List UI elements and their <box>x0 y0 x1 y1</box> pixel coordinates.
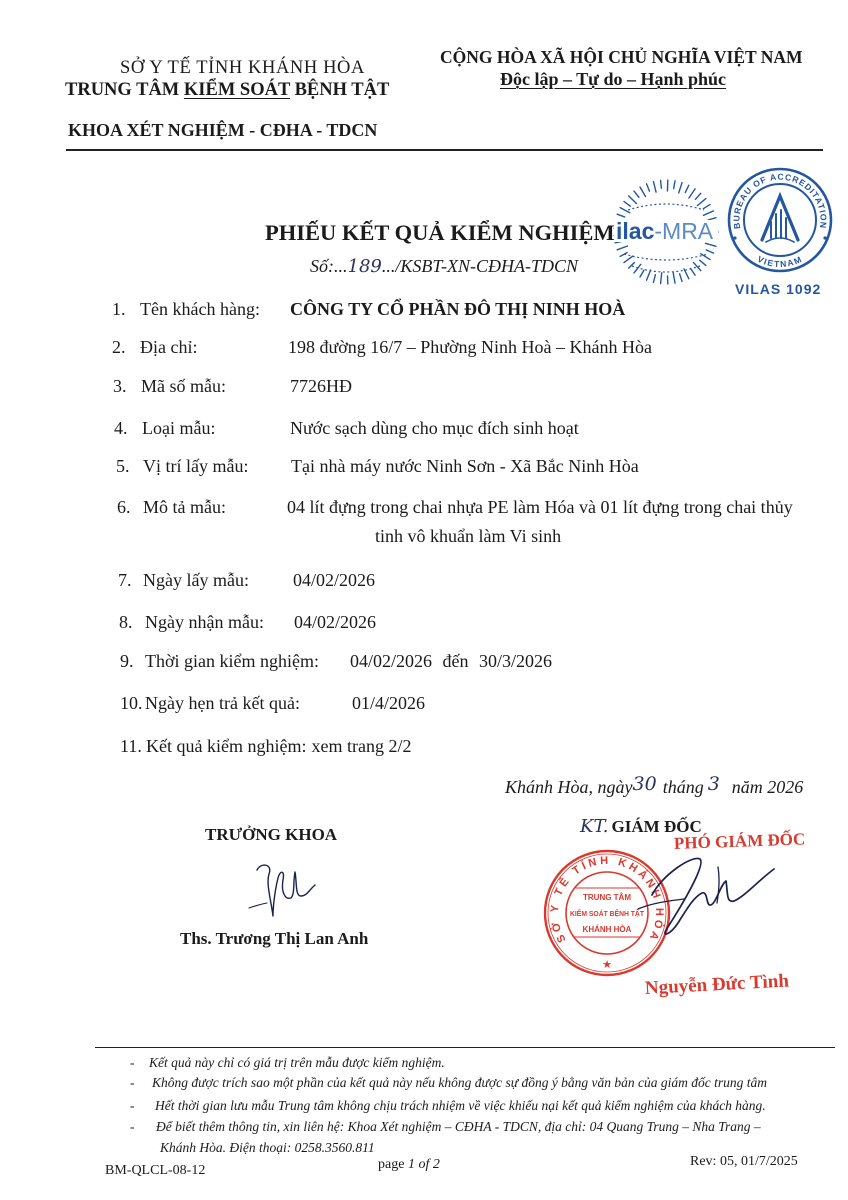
vilas-code: VILAS 1092 <box>735 281 822 297</box>
field-number: 4. <box>114 418 128 438</box>
ilac-globe-dash <box>703 211 713 215</box>
field-row-result-due-date <box>0 692 848 714</box>
footer-note: Kết quả này chỉ có giá trị trên mẫu được kiểm nghiệm. <box>149 1055 445 1070</box>
national-motto: Độc lập – Tự do – Hạnh phúc <box>500 69 727 89</box>
ilac-globe-dash <box>629 263 635 269</box>
document-number-suffix: .../KSBT-XN-CĐHA-TDCN <box>381 256 579 276</box>
ilac-wordmark <box>616 218 714 244</box>
field-number: 9. <box>120 651 134 671</box>
director-title-prefix: KT. <box>580 816 609 837</box>
bureau-of-accreditation-logo <box>724 164 836 276</box>
document-title: PHIẾU KẾT QUẢ KIỂM NGHIỆM <box>265 220 615 245</box>
field-value: xem trang 2/2 <box>311 736 412 756</box>
center-name-part: BỆNH TẬT <box>289 80 390 100</box>
director-title-text: GIÁM ĐỐC <box>611 817 702 836</box>
seal-line-2: KIỂM SOÁT BỆNH TẬT <box>570 909 645 918</box>
center-name-underlined: KIỂM SOÁT <box>183 80 290 100</box>
ilac-globe-dash <box>620 253 627 257</box>
field-value: 198 đường 16/7 – Phường Ninh Hoà – Khánh Hòa <box>288 337 653 357</box>
boa-separator-dot <box>823 236 826 239</box>
field-label: Thời gian kiểm nghiệm: <box>145 651 319 671</box>
ilac-globe-dash <box>617 214 625 217</box>
footer-bullet: - <box>130 1075 135 1090</box>
head-of-department-name: Ths. Trương Thị Lan Anh <box>180 929 369 948</box>
header-divider <box>66 149 823 151</box>
boa-bottom-textpath: VIETNAM <box>755 253 805 270</box>
field-label: Mô tả mẫu: <box>143 497 226 517</box>
department-name: KHOA XÉT NGHIỆM - CĐHA - TDCN <box>68 120 378 140</box>
ilac-globe-dash <box>679 183 682 193</box>
ilac-globe-dash <box>673 272 675 283</box>
ilac-globe-dash <box>674 181 675 189</box>
footer-note-continuation: Khánh Hòa. Điện thoại: 0258.3560.811 <box>160 1140 375 1155</box>
field-label: Mã số mẫu: <box>141 376 226 396</box>
boa-separator-dot <box>733 236 736 239</box>
issue-day-handwritten: 30 <box>632 773 657 795</box>
ilac-globe-dash <box>685 185 689 192</box>
footer-note: Để biết thêm thông tin, xin liên hệ: Khoa Xét nghiệm – CĐHA - TDCN, địa chỉ: 04 Quang Trung – Nha Trang – <box>156 1119 761 1134</box>
issue-year: năm 2026 <box>731 777 804 797</box>
field-value: Tại nhà máy nước Ninh Sơn - Xã Bắc Ninh Hòa <box>291 456 639 476</box>
ilac-globe-dash <box>640 187 646 197</box>
seal-ring-textpath: SỞ Y TẾ TỈNH KHÁNH HÒA <box>548 854 666 945</box>
field-row-sampling-location <box>0 455 848 477</box>
ilac-globe-dash <box>653 182 656 193</box>
center-name <box>65 80 389 101</box>
ilac-globe-dash <box>691 268 695 275</box>
ilac-globe-dash <box>653 275 655 283</box>
ilac-latitude-line <box>632 266 700 272</box>
field-value: 04/02/2026 <box>293 570 376 590</box>
ilac-globe-dash <box>647 270 651 280</box>
ilac-globe-dash <box>647 184 650 191</box>
ilac-wordmark-bold: ilac <box>616 218 655 244</box>
ilac-latitude-line <box>628 204 704 210</box>
field-label: Ngày lấy mẫu: <box>143 570 249 590</box>
head-of-department-title: TRƯỞNG KHOA <box>205 825 338 844</box>
field-row-customer <box>0 298 848 320</box>
ilac-globe-dash <box>629 196 637 204</box>
seal-line-3: KHÁNH HÒA <box>582 925 632 934</box>
deputy-director-name: Nguyễn Đức Tình <box>644 970 790 999</box>
ilac-globe-dash <box>697 199 705 206</box>
page-word: page <box>378 1157 405 1172</box>
field-label: Tên khách hàng: <box>140 299 260 319</box>
field-number: 8. <box>119 612 133 632</box>
head-of-department-signature <box>245 856 317 926</box>
field-number: 6. <box>117 497 131 517</box>
footer-note: Không được trích sao một phần của kết quả này nếu không được sự đồng ý bằng văn bản của giám đốc trung tâm <box>152 1075 768 1090</box>
issue-month-label: tháng <box>662 777 704 797</box>
ilac-wordmark-rest: -MRA <box>654 218 714 244</box>
field-value: CÔNG TY CỔ PHẦN ĐÔ THỊ NINH HOÀ <box>290 299 626 319</box>
field-row-sample-type <box>0 417 848 439</box>
field-label: Kết quả kiểm nghiệm: <box>146 736 307 756</box>
footer-divider <box>95 1047 835 1048</box>
field-value: 7726HĐ <box>290 376 352 396</box>
field-number: 11. <box>120 736 142 756</box>
page-indicator <box>378 1157 440 1173</box>
ilac-globe-dash <box>634 264 641 273</box>
ilac-globe-dash <box>706 250 713 253</box>
ilac-globe-dash <box>700 260 706 265</box>
center-name-part: TRUNG TÂM <box>65 80 184 100</box>
issue-date-line <box>505 773 804 798</box>
field-value: Nước sạch dùng cho mục đích sinh hoạt <box>290 418 579 438</box>
field-value-continuation: tinh vô khuẩn làm Vi sinh <box>375 526 562 546</box>
field-number: 2. <box>112 337 126 357</box>
footer-note: Hết thời gian lưu mẫu Trung tâm không chịu trách nhiệm về việc khiếu nại kết quả kiểm nghiệm của khách hàng. <box>155 1098 766 1113</box>
field-value: 04 lít đựng trong chai nhựa PE làm Hóa và 01 lít đựng trong chai thủy <box>287 497 793 517</box>
ilac-globe-dash <box>624 201 630 206</box>
ilac-mra-logo <box>610 176 722 288</box>
footer-bullet: - <box>130 1055 135 1070</box>
ilac-globe-dash <box>680 274 682 282</box>
ilac-globe-dash <box>640 270 644 277</box>
ilac-globe-dash <box>634 191 639 197</box>
ilac-globe-dash <box>624 256 633 262</box>
document-number <box>310 256 578 277</box>
field-value: 01/4/2026 <box>352 693 426 713</box>
field-label: Vị trí lấy mẫu: <box>143 456 249 476</box>
deputy-director-signature <box>622 845 787 945</box>
field-row-sample-code <box>0 375 848 397</box>
field-label-and-value <box>146 735 411 757</box>
ilac-globe-dash <box>689 189 695 198</box>
field-number: 1. <box>112 299 126 319</box>
field-label: Địa chỉ: <box>140 337 198 357</box>
form-code: BM-QLCL-08-12 <box>105 1163 206 1178</box>
field-label: Ngày hẹn trả kết quả: <box>145 693 300 713</box>
field-row-sampling-date <box>0 569 848 591</box>
field-number: 3. <box>113 376 127 396</box>
ilac-globe-dash <box>661 273 662 284</box>
seal-star-icon: ★ <box>602 958 612 971</box>
field-row-testing-period <box>0 650 848 672</box>
field-row-sample-description-cont <box>0 525 848 547</box>
field-row-sample-description <box>0 496 848 518</box>
seal-line-1: TRUNG TÂM <box>583 893 631 902</box>
ministry-name: SỞ Y TẾ TỈNH KHÁNH HÒA <box>120 58 365 78</box>
footer-bullet: - <box>130 1098 135 1113</box>
ilac-globe-dash <box>695 193 700 199</box>
document-number-prefix: Số:... <box>310 256 348 276</box>
field-value: 04/02/2026 <box>294 612 377 632</box>
national-title: CỘNG HÒA XÃ HỘI CHỦ NGHĨA VIỆT NAM <box>440 47 803 67</box>
issue-month-handwritten: 3 <box>707 773 720 795</box>
page-number: 1 of 2 <box>407 1157 440 1172</box>
field-number: 7. <box>118 570 132 590</box>
field-number: 10. <box>120 693 143 713</box>
field-row-received-date <box>0 611 848 633</box>
issue-date-prefix: Khánh Hòa, ngày <box>505 777 633 797</box>
field-value: 04/02/2026 đến 30/3/2026 <box>350 651 552 671</box>
ilac-latitude-line <box>624 254 708 260</box>
footer-bullet: - <box>130 1119 135 1134</box>
ilac-globe-dash <box>661 180 662 188</box>
ilac-globe-dash <box>703 204 710 208</box>
ilac-globe-dash <box>617 246 627 250</box>
field-label: Ngày nhận mẫu: <box>145 612 264 632</box>
field-row-address <box>0 336 848 358</box>
field-number: 5. <box>116 456 130 476</box>
revision-info: Rev: 05, 01/7/2025 <box>690 1154 798 1169</box>
field-label: Loại mẫu: <box>142 418 216 438</box>
field-row-test-result <box>0 735 848 757</box>
deputy-director-stamp-title: PHÓ GIÁM ĐỐC <box>673 829 806 853</box>
boa-top-textpath: BUREAU OF ACCREDITATION <box>731 171 829 230</box>
document-number-handwritten: 189 <box>347 256 382 277</box>
